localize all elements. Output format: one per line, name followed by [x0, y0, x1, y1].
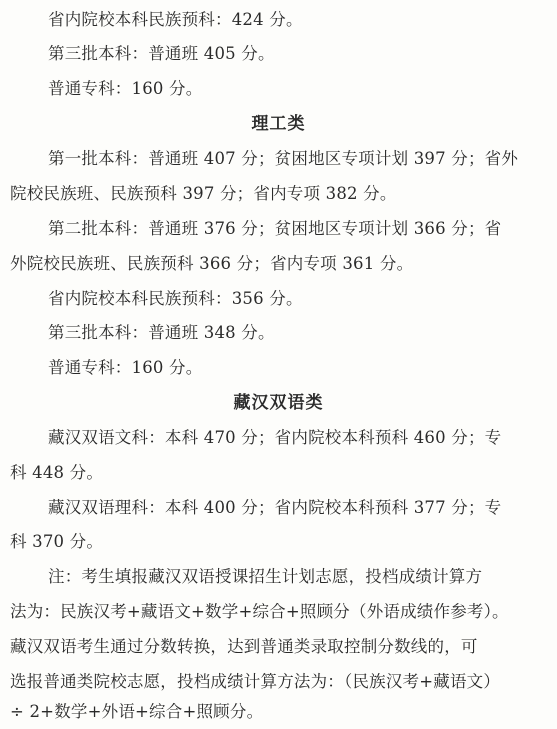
note-line: 选报普通类院校志愿，投档成绩计算方法为：（民族汉考+藏语文） — [10, 672, 501, 691]
section-heading: 理工类 — [251, 114, 306, 134]
text-line: 第三批本科：普通班 348 分。 — [48, 323, 275, 342]
text-line: 省内院校本科民族预科：424 分。 — [48, 10, 303, 29]
text-line: 省内院校本科民族预科：356 分。 — [48, 289, 303, 308]
note-line: 藏汉双语考生通过分数转换，达到普通类录取控制分数线的，可 — [10, 637, 478, 656]
text-line: 第三批本科：普通班 405 分。 — [48, 44, 275, 63]
text-line: 普通专科：160 分。 — [48, 358, 203, 377]
text-line: 普通专科：160 分。 — [48, 79, 203, 98]
note-line: 注：考生填报藏汉双语授课招生计划志愿，投档成绩计算方 — [48, 567, 483, 586]
section-heading: 藏汉双语类 — [233, 393, 324, 413]
text-line: 院校民族班、民族预科 397 分；省内专项 382 分。 — [10, 184, 397, 203]
text-line: 第一批本科：普通班 407 分；贫困地区专项计划 397 分；省外 — [48, 149, 519, 168]
note-line: ÷ 2+数学+外语+综合+照顾分。 — [10, 702, 264, 721]
text-line: 外院校民族班、民族预科 366 分；省内专项 361 分。 — [10, 254, 414, 273]
note-line: 法为：民族汉考+藏语文+数学+综合+照顾分（外语成绩作参考）。 — [10, 602, 509, 621]
text-line: 藏汉双语理科：本科 400 分；省内院校本科预科 377 分；专 — [48, 498, 502, 517]
text-line: 科 370 分。 — [10, 532, 104, 551]
text-line: 第二批本科：普通班 376 分；贫困地区专项计划 366 分；省 — [48, 219, 502, 238]
text-line: 科 448 分。 — [10, 463, 104, 482]
text-line: 藏汉双语文科：本科 470 分；省内院校本科预科 460 分；专 — [48, 428, 502, 447]
